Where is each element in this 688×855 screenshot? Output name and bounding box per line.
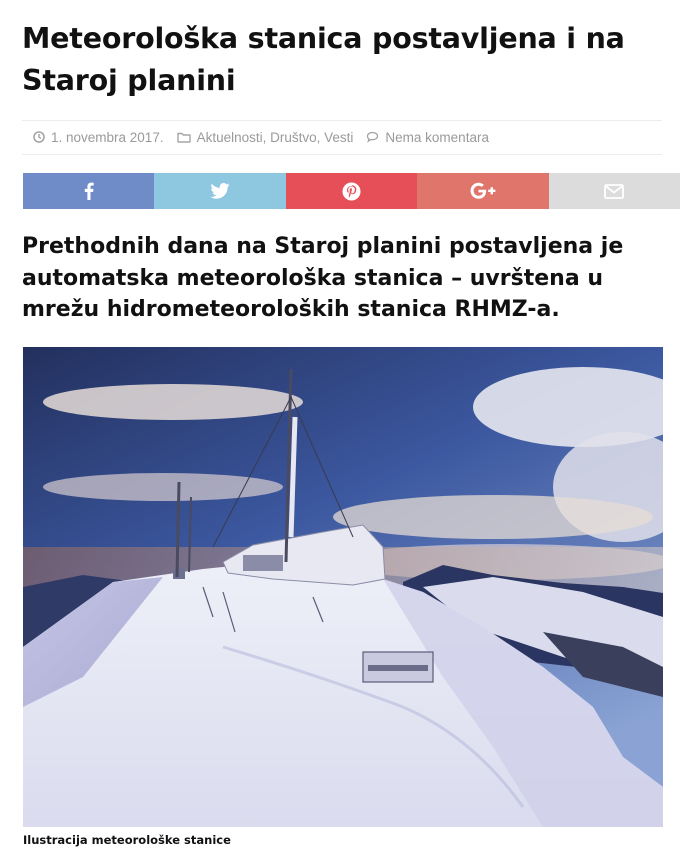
share-email-button[interactable]: [549, 173, 680, 209]
article-meta: [33, 128, 502, 146]
envelope-icon: [604, 184, 624, 199]
share-pinterest-button[interactable]: [286, 173, 417, 209]
pinterest-icon: [342, 182, 361, 201]
meta-divider-bottom: [22, 154, 662, 155]
article-image: [23, 347, 663, 827]
comment-icon: [366, 131, 379, 143]
meta-categories-link[interactable]: Aktuelnosti, Društvo, Vesti: [196, 129, 354, 145]
image-caption: Ilustracija meteorološke stanice: [23, 833, 231, 847]
meta-comments-link[interactable]: Nema komentara: [385, 129, 489, 145]
meta-divider-top: [22, 120, 662, 121]
twitter-icon: [210, 183, 230, 199]
folder-icon: [177, 131, 191, 143]
meta-date-text: 1. novembra 2017.: [51, 129, 164, 145]
clock-icon: [33, 131, 45, 143]
meta-comments: [366, 130, 489, 145]
meta-date: [33, 130, 164, 145]
google-plus-icon: [469, 182, 497, 200]
meta-categories: [177, 130, 354, 145]
share-bar: [23, 173, 680, 209]
share-facebook-button[interactable]: [23, 173, 154, 209]
share-twitter-button[interactable]: [154, 173, 285, 209]
article-title: Meteorološka stanica postavljena i na Staroj planini: [22, 22, 625, 97]
article-lead: Prethodnih dana na Staroj planini postavljena je automatska meteorološka stanica – uvrštena u mrežu hidrometeoroloških stanica RHMZ-a.: [22, 234, 624, 322]
share-google-plus-button[interactable]: [417, 173, 548, 209]
facebook-icon: [84, 182, 94, 200]
